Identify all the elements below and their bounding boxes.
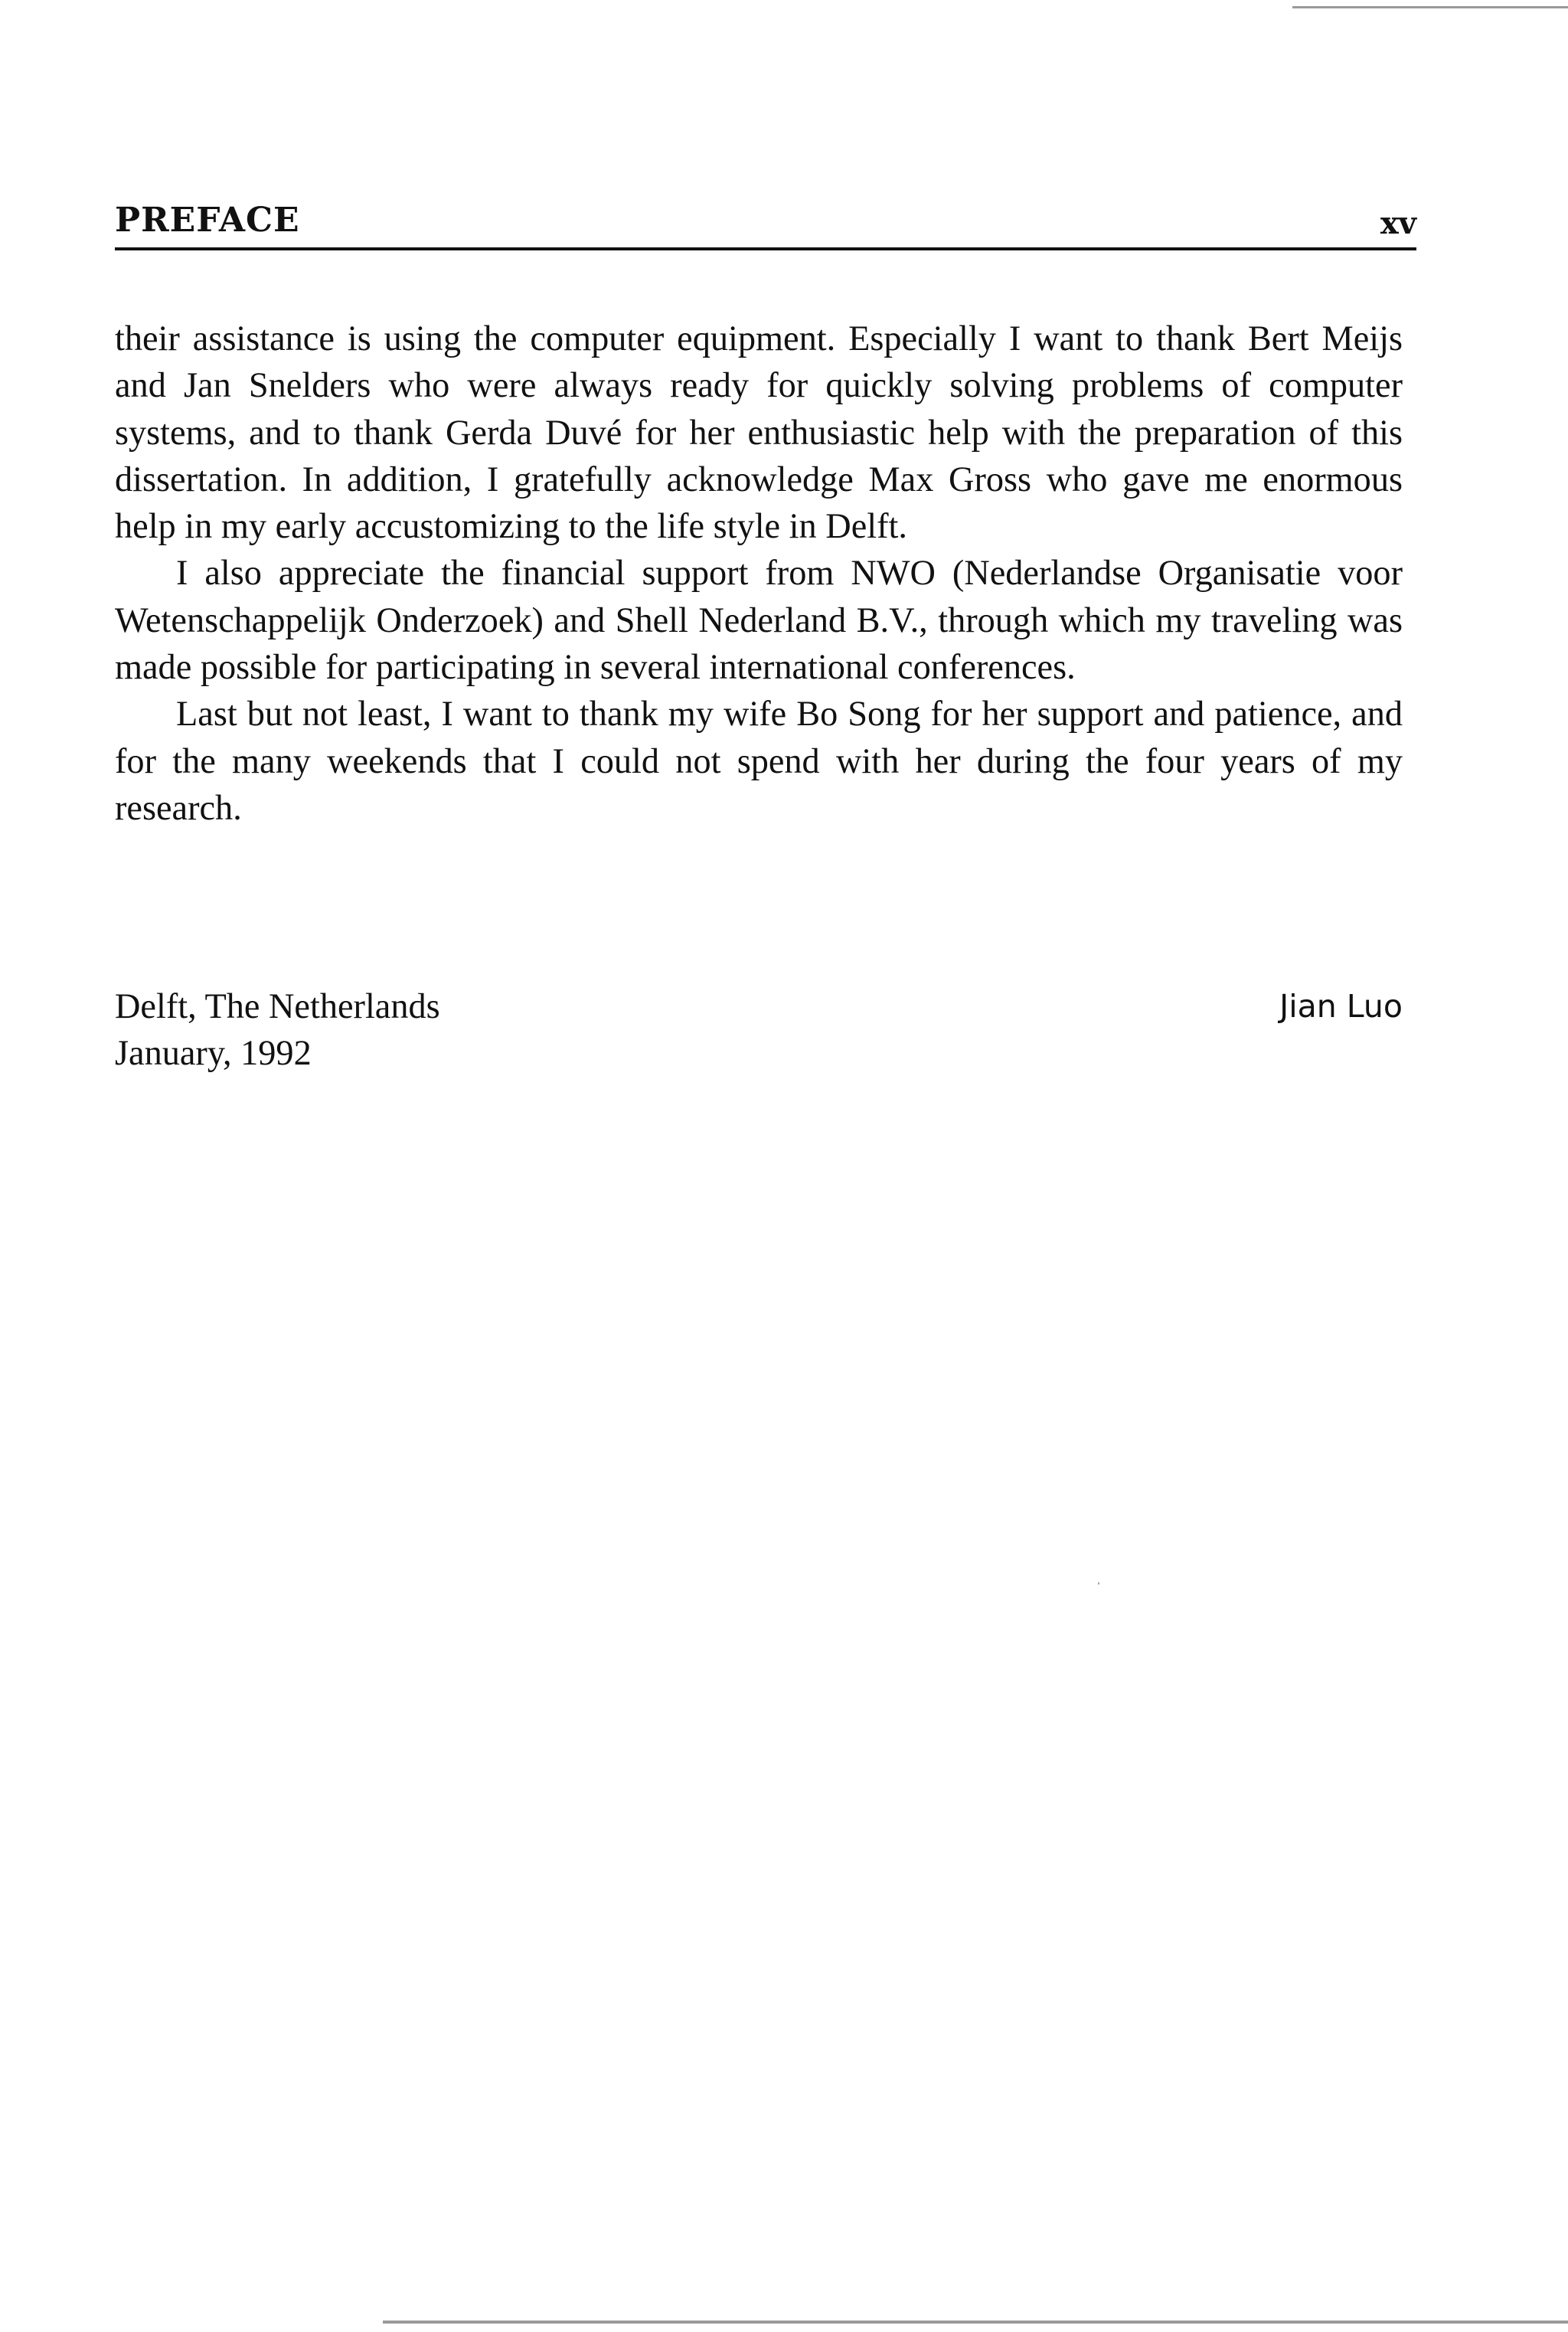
running-header (115, 201, 1416, 248)
signature-author: Jian Luo (1279, 988, 1403, 1025)
scan-edge-line-bottom (383, 2321, 1568, 2324)
scan-edge-line-top (1292, 6, 1568, 8)
body-text (115, 316, 1403, 832)
paragraph-2: I also appreciate the financial support from NWO (Nederlandse Organisatie voor Wetenschappelijk Onderzoek) and Shell Nederland B.V., through which my traveling was made possible for participating in several international conferences. (115, 554, 1403, 688)
signature-place: Delft, The Netherlands (115, 987, 440, 1026)
scan-speck (1098, 1582, 1099, 1585)
running-title: PREFACE (115, 201, 300, 240)
paragraph-3: Last but not least, I want to thank my wife Bo Song for her support and patience, and for the many weekends that I could not spend with her during the four years of my research. (115, 695, 1403, 828)
paragraph-1: their assistance is using the computer equipment. Especially I want to thank Bert Meijs and Jan Snelders who were always ready for quickly solving problems of computer systems, and to thank Gerda Duvé for her enthusiastic help with the preparation of this dissertation. In addition, I gratefully acknowledge Max Gross who gave me enormous help in my early accustomizing to the life style in Delft. (115, 319, 1403, 547)
page-number: xv (1380, 205, 1416, 241)
header-rule (115, 247, 1416, 250)
signature-date: January, 1992 (115, 1034, 312, 1073)
